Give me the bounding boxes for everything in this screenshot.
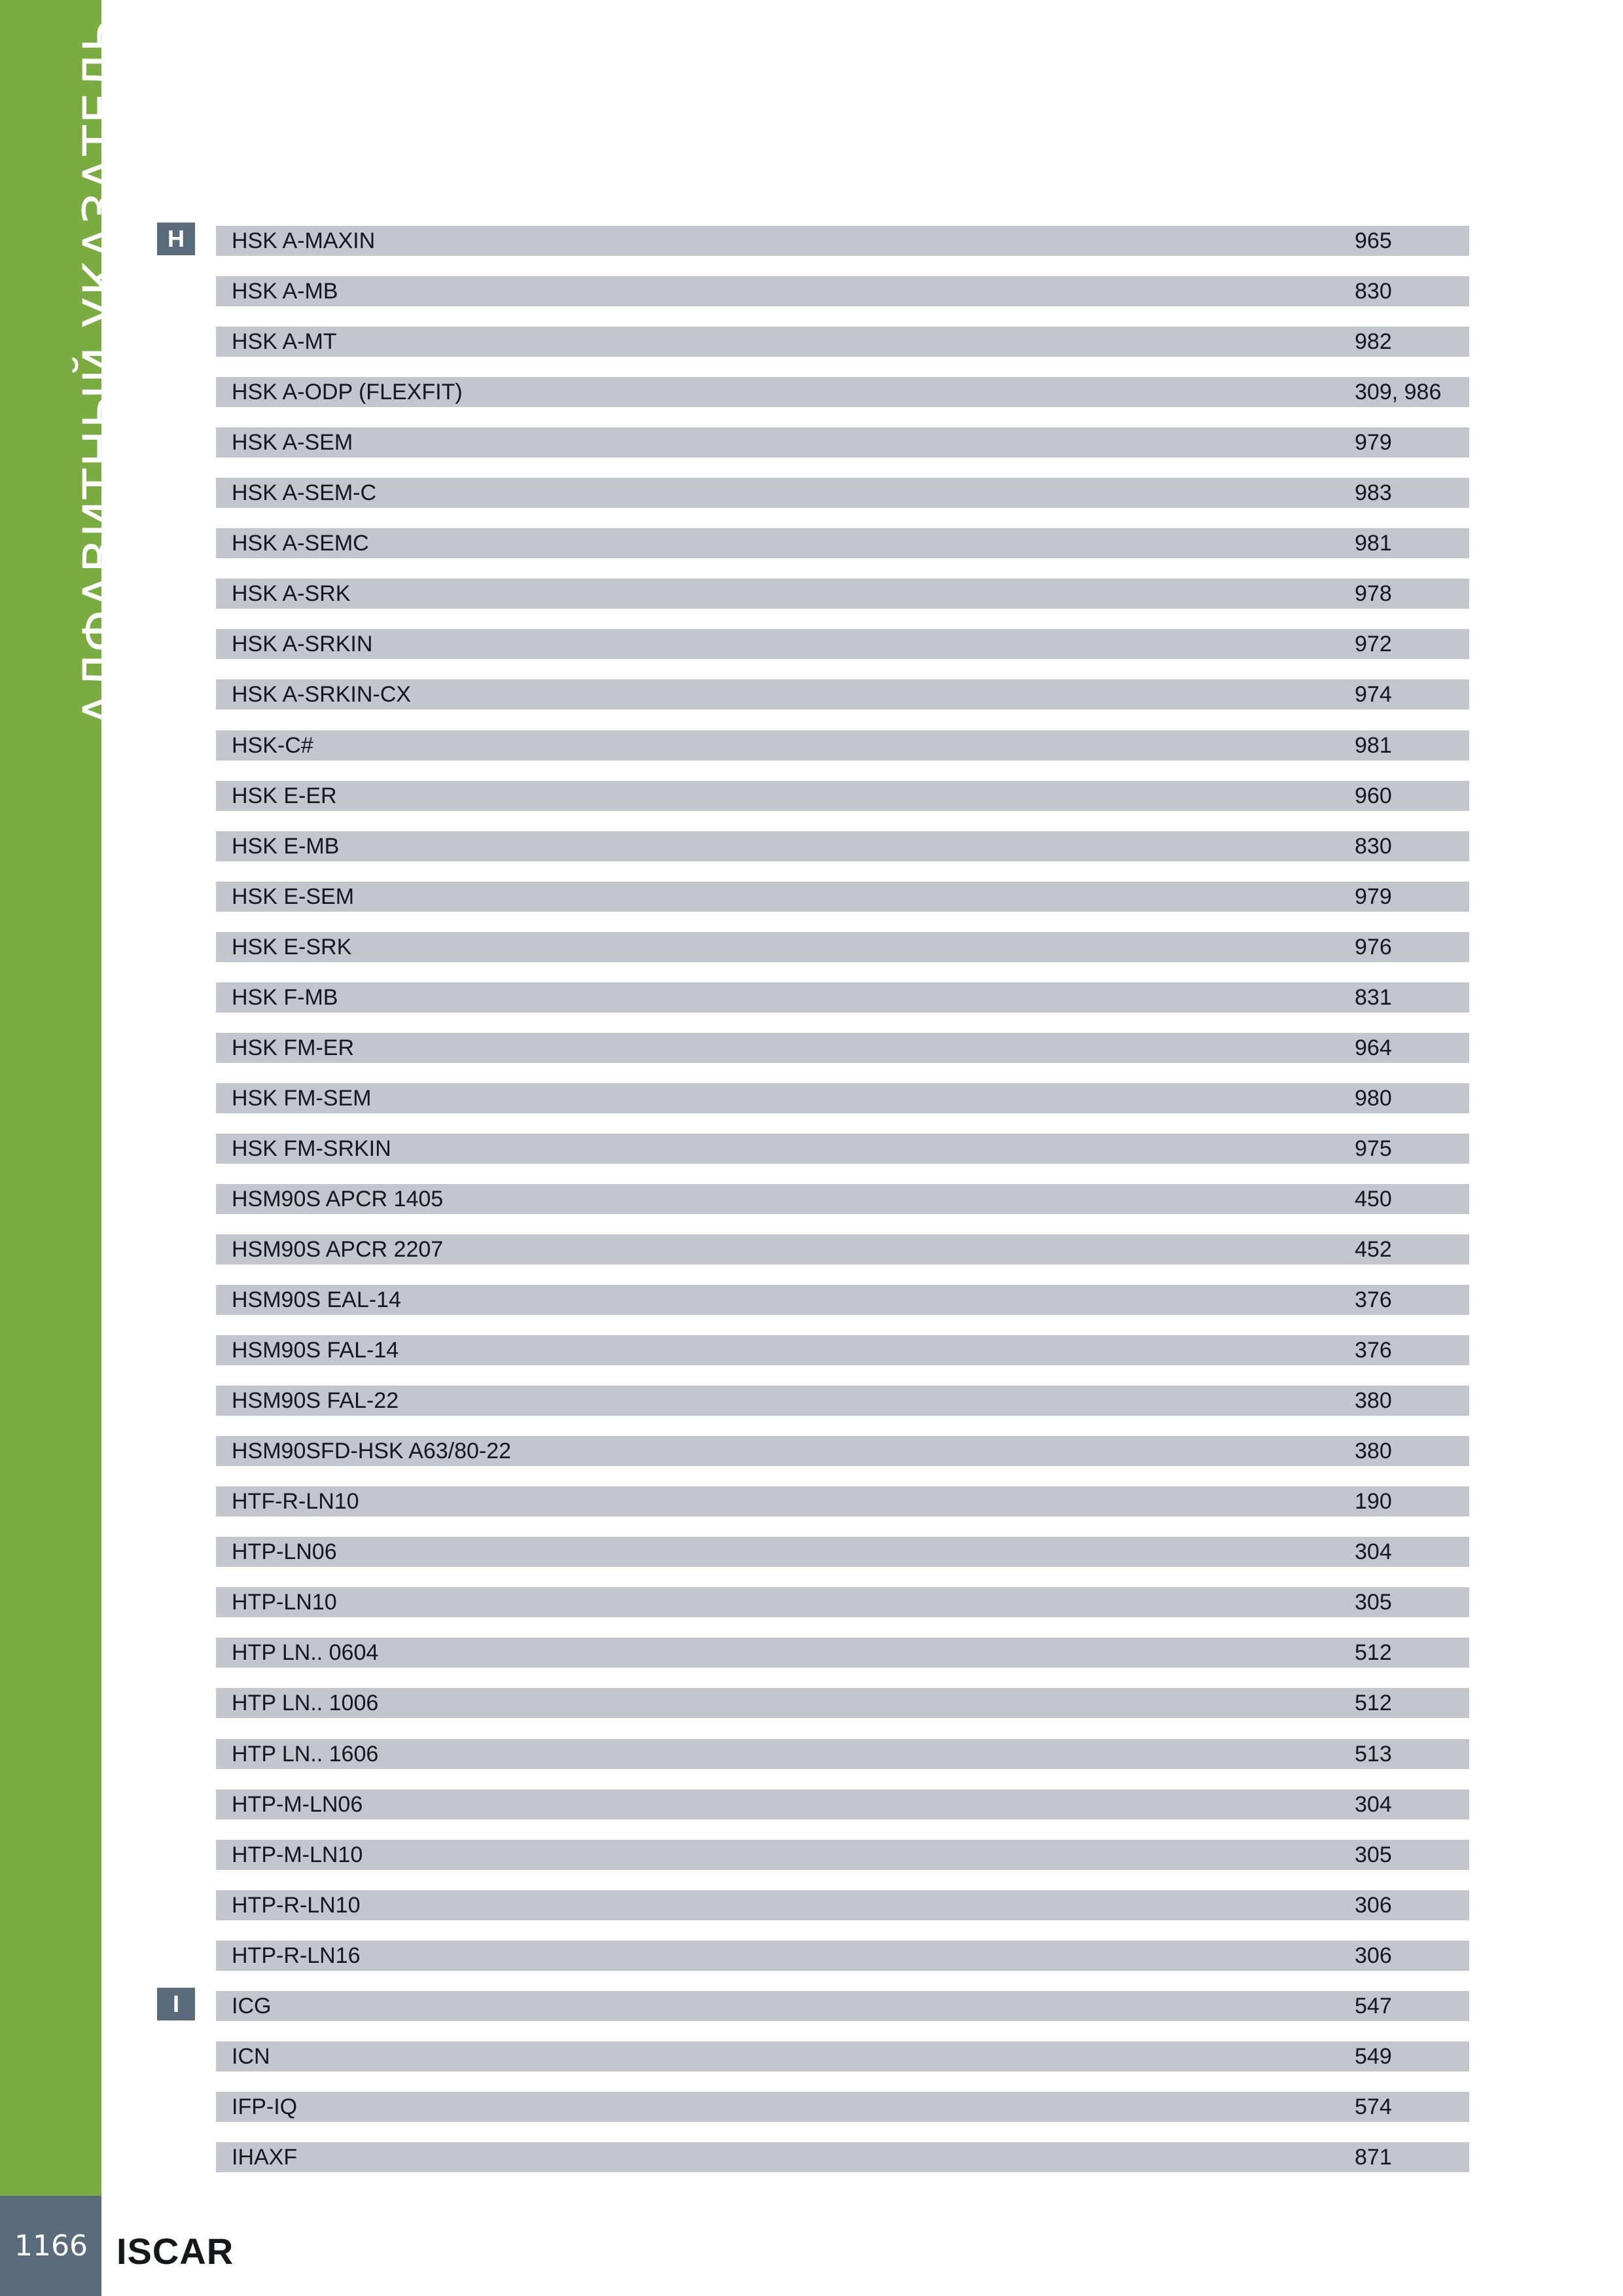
entry-name: ICG (232, 1994, 272, 2018)
index-row (216, 478, 1469, 508)
index-row (216, 1537, 1469, 1567)
entry-name: HTP-M-LN10 (232, 1842, 363, 1867)
entry-name: HTF-R-LN10 (232, 1489, 359, 1514)
entry-page: 980 (1355, 1086, 1392, 1111)
entry-name: HTP-M-LN06 (232, 1792, 363, 1817)
index-row (216, 679, 1469, 709)
index-row (216, 1890, 1469, 1920)
index-row (216, 1486, 1469, 1516)
entry-name: HSK F-MB (232, 985, 338, 1010)
entry-name: HSK FM-SRKIN (232, 1136, 391, 1161)
entry-page: 972 (1355, 632, 1392, 656)
entry-page: 978 (1355, 581, 1392, 606)
entry-page: 574 (1355, 2094, 1392, 2119)
entry-page: 871 (1355, 2145, 1392, 2170)
entry-page: 547 (1355, 1994, 1392, 2018)
index-row (216, 882, 1469, 912)
entry-name: HSK A-SEM (232, 430, 353, 455)
index-row (216, 528, 1469, 558)
entry-page: 960 (1355, 783, 1392, 808)
letter-marker: I (157, 1988, 195, 2020)
entry-page: 981 (1355, 733, 1392, 758)
entry-page: 380 (1355, 1439, 1392, 1463)
entry-name: HSK A-SRK (232, 581, 351, 606)
entry-name: HSK E-SEM (232, 884, 355, 909)
index-row (216, 1386, 1469, 1416)
entry-name: HTP LN.. 1006 (232, 1691, 379, 1715)
index-row (216, 1991, 1469, 2021)
index-row (216, 1739, 1469, 1769)
entry-page: 965 (1355, 228, 1392, 253)
index-row (216, 377, 1469, 407)
entry-page: 831 (1355, 985, 1392, 1010)
entry-page: 982 (1355, 329, 1392, 354)
index-row (216, 327, 1469, 357)
entry-name: HSM90S FAL-14 (232, 1338, 399, 1363)
entry-page: 190 (1355, 1489, 1392, 1514)
index-row (216, 831, 1469, 861)
entry-page: 979 (1355, 430, 1392, 455)
entry-name: ICN (232, 2044, 270, 2069)
entry-page: 981 (1355, 531, 1392, 556)
entry-page: 830 (1355, 834, 1392, 859)
entry-page: 512 (1355, 1640, 1392, 1665)
index-row (216, 730, 1469, 761)
page-number: 1166 (14, 2229, 88, 2263)
entry-name: HTP-R-LN10 (232, 1893, 361, 1918)
index-row (216, 1285, 1469, 1315)
entry-name: HSK A-MAXIN (232, 228, 376, 253)
entry-name: HSK-C# (232, 733, 313, 758)
section-title: АЛФАВИТНЫЙ УКАЗАТЕЛЬ (72, 17, 130, 726)
index-row (216, 1789, 1469, 1820)
index-row (216, 1688, 1469, 1718)
entry-name: HSM90S APCR 1405 (232, 1187, 444, 1211)
entry-name: HSK A-MB (232, 279, 338, 304)
entry-page: 309, 986 (1355, 380, 1442, 404)
entry-name: IHAXF (232, 2145, 298, 2170)
entry-page: 549 (1355, 2044, 1392, 2069)
entry-page: 376 (1355, 1287, 1392, 1312)
entry-name: HSM90SFD-HSK A63/80-22 (232, 1439, 512, 1463)
entry-page: 979 (1355, 884, 1392, 909)
entry-page: 964 (1355, 1035, 1392, 1060)
index-row (216, 1184, 1469, 1214)
index-row (216, 1335, 1469, 1365)
index-row (216, 1941, 1469, 1971)
entry-name: HSK A-ODP (FLEXFIT) (232, 380, 463, 404)
entry-name: HSK A-SEM-C (232, 480, 377, 505)
entry-page: 376 (1355, 1338, 1392, 1363)
entry-page: 305 (1355, 1590, 1392, 1615)
index-row (216, 579, 1469, 609)
entry-page: 975 (1355, 1136, 1392, 1161)
entry-name: HTP-LN10 (232, 1590, 337, 1615)
index-row (216, 781, 1469, 811)
entry-name: HSK A-MT (232, 329, 337, 354)
index-row (216, 1587, 1469, 1617)
entry-name: HSK E-ER (232, 783, 337, 808)
index-row (216, 226, 1469, 256)
entry-page: 305 (1355, 1842, 1392, 1867)
entry-name: HSM90S FAL-22 (232, 1388, 399, 1413)
index-row (216, 2041, 1469, 2072)
index-row (216, 1033, 1469, 1063)
entry-name: HSK E-MB (232, 834, 340, 859)
entry-page: 974 (1355, 682, 1392, 707)
entry-name: HSK FM-SEM (232, 1086, 372, 1111)
entry-name: HTP-LN06 (232, 1539, 337, 1564)
index-row (216, 1083, 1469, 1113)
entry-name: IFP-IQ (232, 2094, 298, 2119)
letter-marker: H (157, 223, 195, 255)
index-row (216, 427, 1469, 457)
entry-page: 512 (1355, 1691, 1392, 1715)
entry-name: HSK FM-ER (232, 1035, 354, 1060)
entry-name: HSK E-SRK (232, 935, 352, 960)
entry-page: 304 (1355, 1792, 1392, 1817)
index-row (216, 1638, 1469, 1668)
index-row (216, 2092, 1469, 2122)
index-row (216, 982, 1469, 1013)
entry-page: 380 (1355, 1388, 1392, 1413)
entry-name: HTP LN.. 1606 (232, 1742, 379, 1767)
entry-page: 306 (1355, 1943, 1392, 1968)
entry-page: 452 (1355, 1237, 1392, 1262)
index-row (216, 1436, 1469, 1466)
entry-page: 450 (1355, 1187, 1392, 1211)
entry-name: HSM90S APCR 2207 (232, 1237, 444, 1262)
index-row (216, 629, 1469, 659)
entry-name: HSM90S EAL-14 (232, 1287, 401, 1312)
entry-page: 983 (1355, 480, 1392, 505)
entry-name: HTP-R-LN16 (232, 1943, 361, 1968)
entry-page: 304 (1355, 1539, 1392, 1564)
index-row (216, 2142, 1469, 2172)
index-row (216, 1840, 1469, 1870)
entry-name: HSK A-SEMC (232, 531, 369, 556)
entry-page: 830 (1355, 279, 1392, 304)
entry-page: 306 (1355, 1893, 1392, 1918)
entry-name: HSK A-SRKIN-CX (232, 682, 411, 707)
entry-page: 513 (1355, 1742, 1392, 1767)
index-row (216, 276, 1469, 306)
entry-page: 976 (1355, 935, 1392, 960)
entry-name: HTP LN.. 0604 (232, 1640, 379, 1665)
index-row (216, 1234, 1469, 1265)
entry-name: HSK A-SRKIN (232, 632, 373, 656)
brand-logo: ISCAR (116, 2231, 234, 2272)
index-row (216, 932, 1469, 962)
index-row (216, 1134, 1469, 1164)
